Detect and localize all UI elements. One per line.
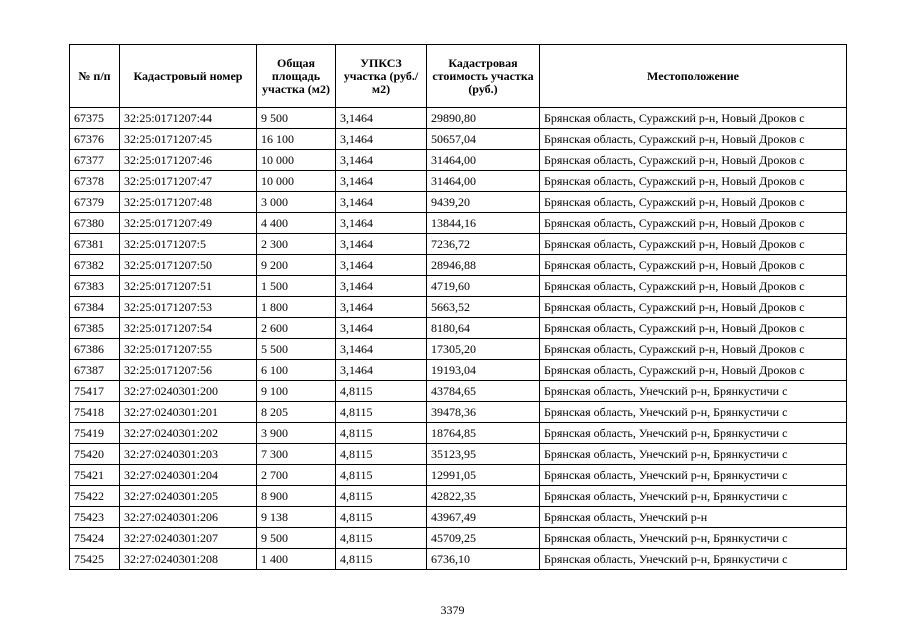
cell-area: 3 000	[257, 192, 336, 213]
cell-upksz: 4,8115	[336, 423, 427, 444]
cell-cadastral-value: 5663,52	[427, 297, 540, 318]
cell-location: Брянская область, Унечский р-н, Брянкустичи с	[540, 381, 847, 402]
cell-area: 3 900	[257, 423, 336, 444]
cell-cadastral-number: 32:27:0240301:202	[120, 423, 257, 444]
cell-cadastral-number: 32:25:0171207:55	[120, 339, 257, 360]
cell-cadastral-value: 31464,00	[427, 150, 540, 171]
cell-row-number: 75417	[70, 381, 120, 402]
table-row	[70, 465, 847, 486]
cell-location: Брянская область, Унечский р-н, Брянкустичи с	[540, 528, 847, 549]
table-row	[70, 444, 847, 465]
cell-location: Брянская область, Суражский р-н, Новый Дроков с	[540, 360, 847, 381]
table-row	[70, 171, 847, 192]
cell-cadastral-value: 8180,64	[427, 318, 540, 339]
cell-location: Брянская область, Унечский р-н, Брянкустичи с	[540, 549, 847, 570]
cell-cadastral-value: 18764,85	[427, 423, 540, 444]
cell-area: 9 138	[257, 507, 336, 528]
cell-area: 2 300	[257, 234, 336, 255]
cell-row-number: 67387	[70, 360, 120, 381]
cell-cadastral-value: 12991,05	[427, 465, 540, 486]
cell-row-number: 75420	[70, 444, 120, 465]
cell-area: 7 300	[257, 444, 336, 465]
table-row	[70, 255, 847, 276]
cell-area: 4 400	[257, 213, 336, 234]
cell-cadastral-number: 32:25:0171207:50	[120, 255, 257, 276]
cell-row-number: 75418	[70, 402, 120, 423]
table-row	[70, 318, 847, 339]
cell-row-number: 67378	[70, 171, 120, 192]
table-row	[70, 507, 847, 528]
cell-upksz: 3,1464	[336, 213, 427, 234]
page-number: 3379	[440, 603, 465, 617]
cell-cadastral-number: 32:25:0171207:56	[120, 360, 257, 381]
cell-upksz: 4,8115	[336, 381, 427, 402]
cell-location: Брянская область, Суражский р-н, Новый Дроков с	[540, 318, 847, 339]
cell-cadastral-number: 32:27:0240301:206	[120, 507, 257, 528]
cell-location: Брянская область, Унечский р-н, Брянкустичи с	[540, 402, 847, 423]
cell-cadastral-value: 19193,04	[427, 360, 540, 381]
cell-area: 9 100	[257, 381, 336, 402]
cell-cadastral-value: 29890,80	[427, 108, 540, 129]
cell-cadastral-value: 31464,00	[427, 171, 540, 192]
cell-row-number: 67382	[70, 255, 120, 276]
table-row	[70, 234, 847, 255]
cell-row-number: 75425	[70, 549, 120, 570]
cell-cadastral-value: 50657,04	[427, 129, 540, 150]
cell-cadastral-number: 32:25:0171207:46	[120, 150, 257, 171]
cell-area: 6 100	[257, 360, 336, 381]
cell-row-number: 75423	[70, 507, 120, 528]
cell-upksz: 4,8115	[336, 486, 427, 507]
header-cadastral-value: Кадастровая стоимость участка (руб.)	[427, 45, 540, 108]
cell-area: 8 900	[257, 486, 336, 507]
cell-location: Брянская область, Суражский р-н, Новый Дроков с	[540, 129, 847, 150]
cell-area: 16 100	[257, 129, 336, 150]
cell-location: Брянская область, Суражский р-н, Новый Дроков с	[540, 255, 847, 276]
cell-upksz: 4,8115	[336, 549, 427, 570]
cell-upksz: 3,1464	[336, 129, 427, 150]
cell-row-number: 67380	[70, 213, 120, 234]
cell-cadastral-value: 42822,35	[427, 486, 540, 507]
cell-location: Брянская область, Суражский р-н, Новый Дроков с	[540, 108, 847, 129]
cell-upksz: 3,1464	[336, 192, 427, 213]
header-area: Общая площадь участка (м2)	[257, 45, 336, 108]
table-row	[70, 339, 847, 360]
cell-cadastral-number: 32:27:0240301:203	[120, 444, 257, 465]
table-body	[70, 108, 847, 570]
cell-upksz: 4,8115	[336, 465, 427, 486]
cell-area: 2 600	[257, 318, 336, 339]
table-row	[70, 213, 847, 234]
cell-area: 9 500	[257, 108, 336, 129]
cell-row-number: 67377	[70, 150, 120, 171]
header-upksz: УПКСЗ участка (руб./м2)	[336, 45, 427, 108]
cell-upksz: 3,1464	[336, 171, 427, 192]
table-row	[70, 129, 847, 150]
cell-row-number: 67385	[70, 318, 120, 339]
table-row	[70, 297, 847, 318]
cell-location: Брянская область, Суражский р-н, Новый Дроков с	[540, 150, 847, 171]
table-row	[70, 276, 847, 297]
table-row	[70, 108, 847, 129]
table-row	[70, 360, 847, 381]
cell-area: 10 000	[257, 171, 336, 192]
cell-cadastral-number: 32:27:0240301:208	[120, 549, 257, 570]
cell-cadastral-value: 43967,49	[427, 507, 540, 528]
table-row	[70, 150, 847, 171]
cell-upksz: 3,1464	[336, 339, 427, 360]
cell-upksz: 3,1464	[336, 234, 427, 255]
cell-cadastral-number: 32:25:0171207:47	[120, 171, 257, 192]
cell-cadastral-number: 32:27:0240301:201	[120, 402, 257, 423]
cell-upksz: 3,1464	[336, 255, 427, 276]
cell-cadastral-value: 35123,95	[427, 444, 540, 465]
cell-cadastral-number: 32:25:0171207:49	[120, 213, 257, 234]
cell-cadastral-number: 32:25:0171207:5	[120, 234, 257, 255]
cell-location: Брянская область, Суражский р-н, Новый Дроков с	[540, 234, 847, 255]
cell-cadastral-number: 32:25:0171207:53	[120, 297, 257, 318]
table-row	[70, 381, 847, 402]
cell-location: Брянская область, Суражский р-н, Новый Дроков с	[540, 213, 847, 234]
table-row	[70, 423, 847, 444]
cell-area: 9 200	[257, 255, 336, 276]
cell-location: Брянская область, Унечский р-н, Брянкустичи с	[540, 423, 847, 444]
cell-cadastral-number: 32:25:0171207:45	[120, 129, 257, 150]
cell-cadastral-number: 32:25:0171207:54	[120, 318, 257, 339]
cell-location: Брянская область, Унечский р-н	[540, 507, 847, 528]
cell-location: Брянская область, Унечский р-н, Брянкустичи с	[540, 486, 847, 507]
cell-row-number: 67384	[70, 297, 120, 318]
cell-upksz: 3,1464	[336, 150, 427, 171]
cell-cadastral-value: 17305,20	[427, 339, 540, 360]
cell-cadastral-value: 45709,25	[427, 528, 540, 549]
cell-cadastral-value: 13844,16	[427, 213, 540, 234]
cell-location: Брянская область, Унечский р-н, Брянкустичи с	[540, 465, 847, 486]
cell-area: 5 500	[257, 339, 336, 360]
cell-upksz: 3,1464	[336, 297, 427, 318]
cell-area: 8 205	[257, 402, 336, 423]
cell-area: 2 700	[257, 465, 336, 486]
cell-upksz: 3,1464	[336, 360, 427, 381]
cell-upksz: 4,8115	[336, 444, 427, 465]
table-row	[70, 192, 847, 213]
cell-upksz: 3,1464	[336, 108, 427, 129]
cell-cadastral-value: 4719,60	[427, 276, 540, 297]
cell-area: 10 000	[257, 150, 336, 171]
cell-row-number: 67381	[70, 234, 120, 255]
cell-row-number: 67379	[70, 192, 120, 213]
cell-cadastral-value: 28946,88	[427, 255, 540, 276]
table-header-row	[70, 45, 847, 108]
cell-area: 1 400	[257, 549, 336, 570]
cell-cadastral-number: 32:25:0171207:51	[120, 276, 257, 297]
cell-row-number: 67386	[70, 339, 120, 360]
cell-location: Брянская область, Суражский р-н, Новый Дроков с	[540, 192, 847, 213]
cell-row-number: 67376	[70, 129, 120, 150]
cell-cadastral-value: 6736,10	[427, 549, 540, 570]
cell-area: 9 500	[257, 528, 336, 549]
cell-row-number: 75422	[70, 486, 120, 507]
cell-location: Брянская область, Суражский р-н, Новый Дроков с	[540, 276, 847, 297]
cell-cadastral-number: 32:27:0240301:207	[120, 528, 257, 549]
cell-cadastral-number: 32:27:0240301:200	[120, 381, 257, 402]
cell-upksz: 3,1464	[336, 276, 427, 297]
table-row	[70, 486, 847, 507]
header-cadastral-number: Кадастровый номер	[120, 45, 257, 108]
cell-cadastral-value: 39478,36	[427, 402, 540, 423]
cell-upksz: 3,1464	[336, 318, 427, 339]
header-location: Местоположение	[540, 45, 847, 108]
table-row	[70, 549, 847, 570]
cell-location: Брянская область, Суражский р-н, Новый Дроков с	[540, 171, 847, 192]
cell-cadastral-number: 32:27:0240301:204	[120, 465, 257, 486]
cell-row-number: 75424	[70, 528, 120, 549]
table-row	[70, 528, 847, 549]
cell-location: Брянская область, Унечский р-н, Брянкустичи с	[540, 444, 847, 465]
cell-row-number: 67375	[70, 108, 120, 129]
cell-cadastral-value: 43784,65	[427, 381, 540, 402]
cell-upksz: 4,8115	[336, 528, 427, 549]
cell-cadastral-value: 7236,72	[427, 234, 540, 255]
cell-row-number: 75419	[70, 423, 120, 444]
table-row	[70, 402, 847, 423]
cell-location: Брянская область, Суражский р-н, Новый Дроков с	[540, 297, 847, 318]
header-row-number: № п/п	[70, 45, 120, 108]
cell-area: 1 500	[257, 276, 336, 297]
cell-cadastral-number: 32:25:0171207:44	[120, 108, 257, 129]
cell-cadastral-number: 32:25:0171207:48	[120, 192, 257, 213]
cadastral-table	[69, 44, 847, 570]
cell-area: 1 800	[257, 297, 336, 318]
cell-upksz: 4,8115	[336, 507, 427, 528]
cell-cadastral-value: 9439,20	[427, 192, 540, 213]
cell-location: Брянская область, Суражский р-н, Новый Дроков с	[540, 339, 847, 360]
cell-cadastral-number: 32:27:0240301:205	[120, 486, 257, 507]
cell-row-number: 75421	[70, 465, 120, 486]
cell-row-number: 67383	[70, 276, 120, 297]
cell-upksz: 4,8115	[336, 402, 427, 423]
